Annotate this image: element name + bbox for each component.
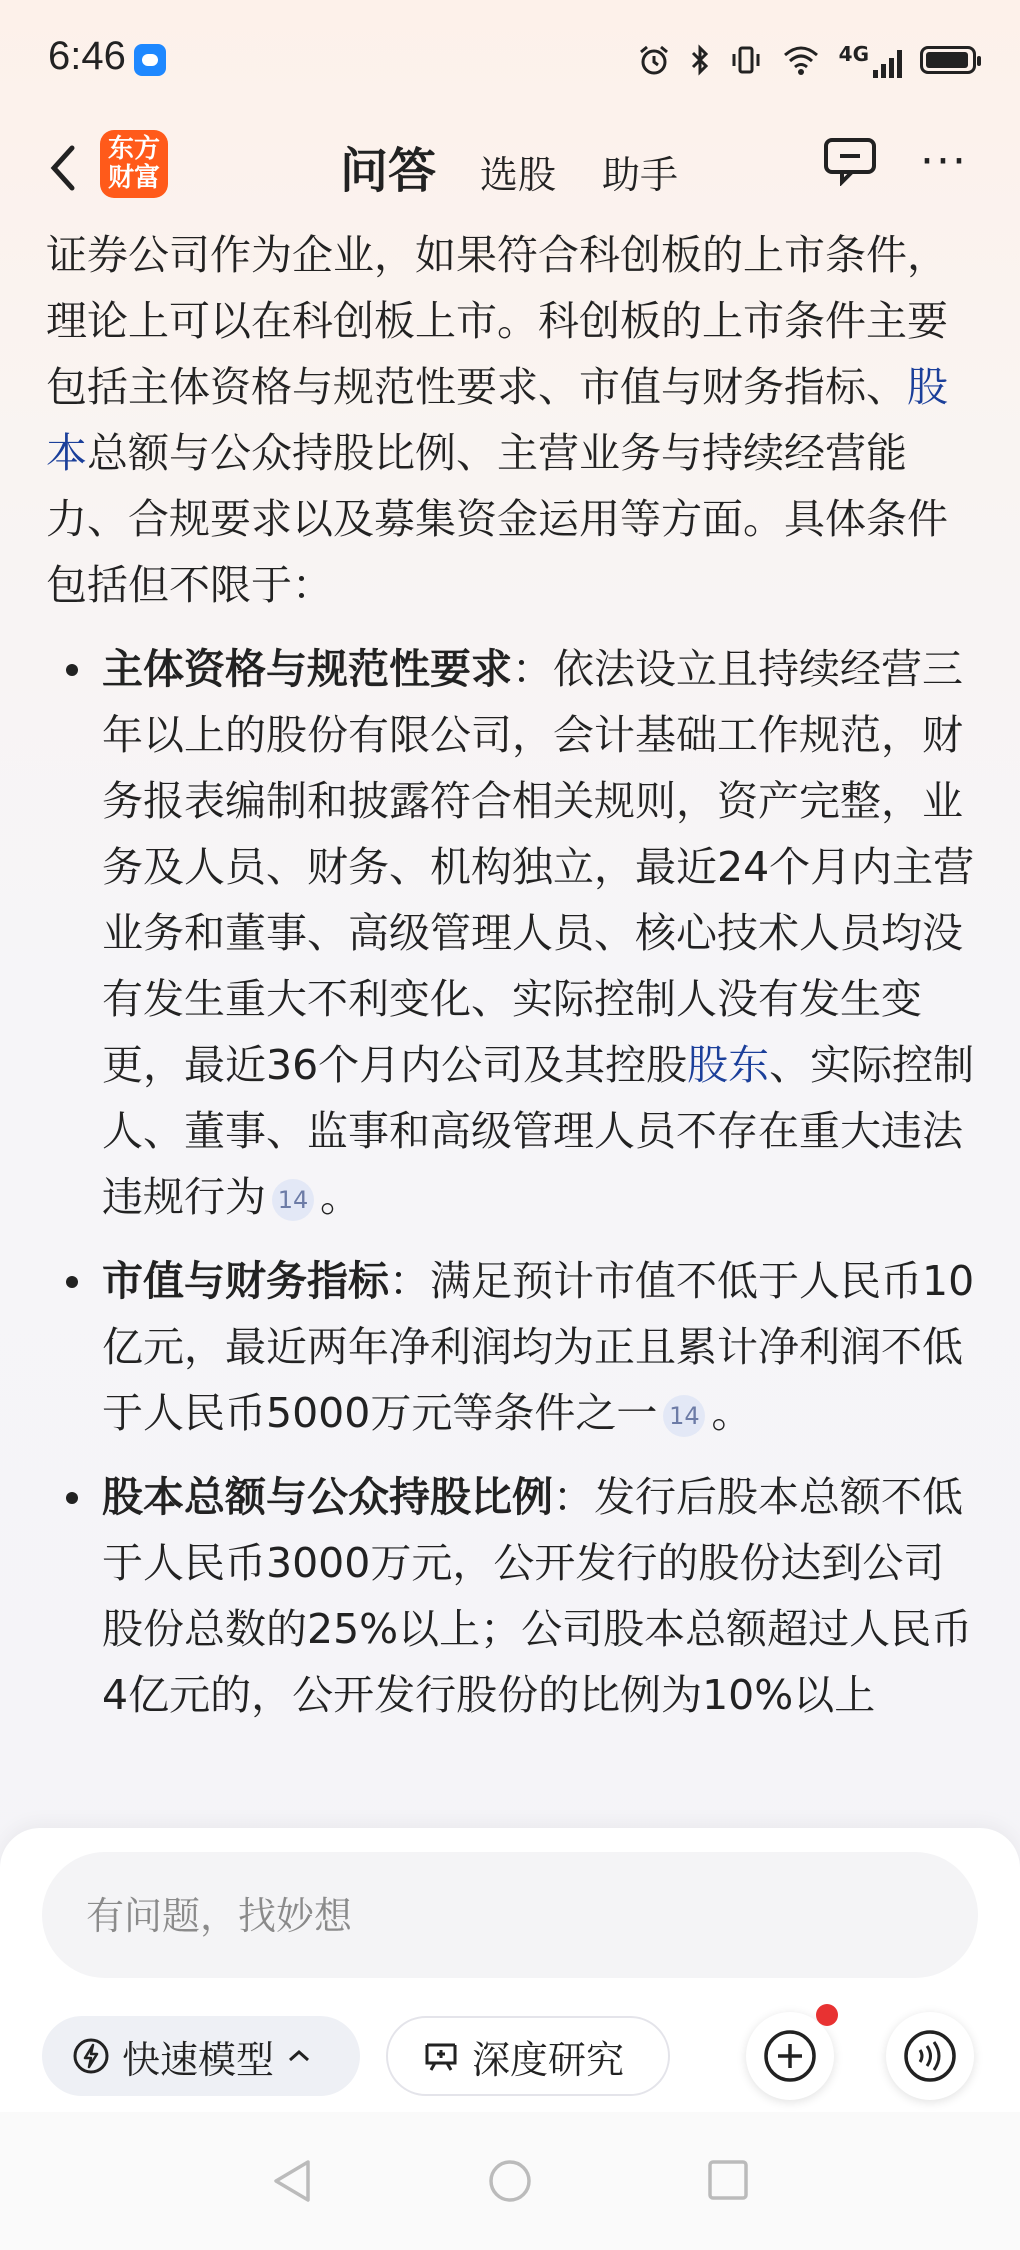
bullet-text: 、实际控制人、董事、监事和高级管理人员不存在重大违法违规行为 — [102, 1041, 975, 1221]
term-link-share-capital[interactable]: 股本 — [46, 363, 948, 477]
wifi-icon — [781, 43, 821, 77]
deep-research-button[interactable] — [386, 2016, 670, 2096]
composer-panel — [0, 1828, 1020, 2113]
deep-research-icon — [422, 2037, 460, 2075]
citation-badge[interactable]: 14 — [272, 1179, 314, 1221]
model-selector[interactable] — [42, 2016, 360, 2096]
battery-icon — [920, 46, 976, 74]
app-notification-icon — [134, 44, 166, 76]
app-logo — [100, 130, 168, 198]
battery-level — [926, 52, 968, 68]
term-link-shareholder[interactable]: 股东 — [687, 1041, 770, 1089]
bullet-text: ：依法设立且持续经营三年以上的股份有限公司，会计基础工作规范，财务报表编制和披露符合相关规则，资产完整，业务及人员、财务、机构独立，最近24个月内主营业务和董事、高级管理人员、核心技术人员均没有发生重大不利变化、实际控制人没有发生变更，最近36个月内公司及其控股 — [102, 645, 975, 1089]
status-bar — [0, 0, 1020, 120]
system-nav-bar — [0, 2112, 1020, 2250]
lightning-icon — [72, 2037, 110, 2075]
tab-stock-picker[interactable]: 选股 — [480, 153, 557, 197]
home-circle-icon[interactable] — [487, 2158, 533, 2204]
bullet-title: 主体资格与规范性要求 — [102, 645, 512, 693]
vibrate-icon — [729, 43, 763, 77]
bullet-text: ：满足预计市值不低于人民币10亿元，最近两年净利润均为正且累计净利润不低于人民币5000万元等条件之一 — [102, 1257, 975, 1437]
status-icons — [637, 36, 976, 84]
notification-dot — [816, 2004, 838, 2026]
chevron-left-icon — [42, 138, 82, 198]
answer-content — [46, 222, 976, 1822]
question-input-wrapper — [42, 1852, 978, 1978]
list-item — [46, 1464, 976, 1728]
plus-icon — [762, 2028, 818, 2084]
logo-line1: 东方 — [107, 134, 160, 164]
bluetooth-icon — [689, 43, 711, 77]
model-label: 快速模型 — [122, 2037, 275, 2082]
bullet-title: 市值与财务指标 — [102, 1257, 389, 1305]
citation-badge[interactable]: 14 — [663, 1395, 705, 1437]
bullet-end: 。 — [711, 1389, 753, 1437]
feedback-icon[interactable] — [822, 136, 878, 186]
tab-qa[interactable]: 问答 — [340, 143, 437, 199]
back-triangle-icon[interactable] — [270, 2158, 314, 2204]
back-button[interactable] — [42, 138, 102, 198]
tab-assistant[interactable]: 助手 — [602, 153, 679, 197]
intro-text-1: 证券公司作为企业，如果符合科创板的上市条件，理论上可以在科创板上市。科创板的上市条件主要包括主体资格与规范性要求、市值与财务指标、 — [46, 231, 948, 411]
top-nav — [0, 120, 1020, 220]
network-type: 4G — [838, 42, 869, 66]
intro-text-2: 总额与公众持股比例、主营业务与持续经营能力、合规要求以及募集资金运用等方面。具体条件包括但不限于： — [46, 429, 948, 609]
alarm-icon — [637, 43, 671, 77]
list-item — [46, 636, 976, 1230]
bullet-end: 。 — [320, 1173, 361, 1221]
add-button[interactable] — [746, 2012, 834, 2100]
voice-input-button[interactable] — [886, 2012, 974, 2100]
list-item — [46, 1248, 976, 1446]
answer-intro — [46, 222, 976, 618]
question-input[interactable] — [84, 1852, 948, 1980]
voice-wave-icon — [902, 2028, 958, 2084]
logo-line2: 财富 — [107, 163, 160, 193]
recents-square-icon[interactable] — [706, 2158, 750, 2202]
cellular-signal-icon — [839, 42, 902, 78]
deep-research-label: 深度研究 — [472, 2037, 625, 2082]
more-menu-button[interactable]: ··· — [920, 136, 968, 187]
clock: 6:46 — [48, 34, 126, 78]
bullet-text: ：发行后股本总额不低于人民币3000万元，公开发行的股份达到公司股份总数的25%以上；公司股本总额超过人民币4亿元的，公开发行股份的比例为10%以上 — [102, 1473, 973, 1719]
bullet-title: 股本总额与公众持股比例 — [102, 1473, 553, 1521]
conditions-list — [46, 636, 976, 1728]
chevron-up-icon — [284, 2046, 314, 2066]
